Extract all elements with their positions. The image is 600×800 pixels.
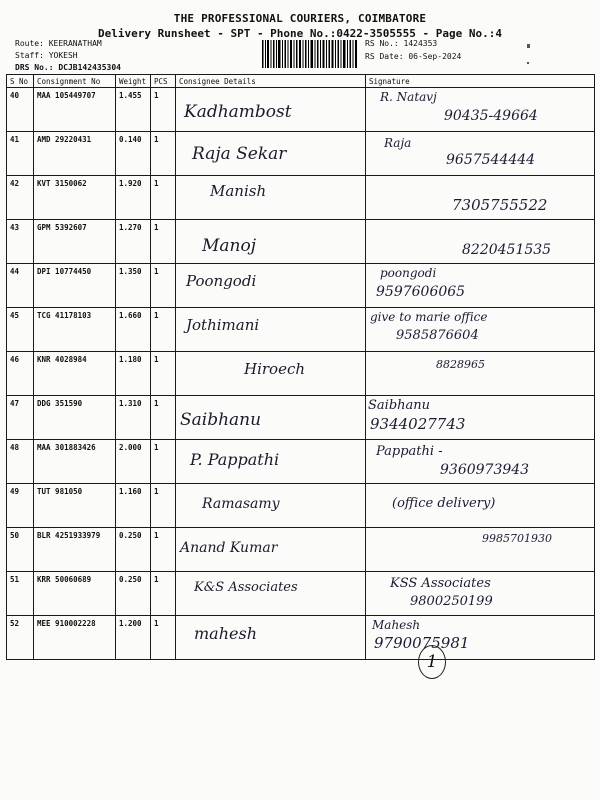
consignment-cell: TCG 41178103 xyxy=(34,308,116,352)
consignee-cell xyxy=(176,484,366,528)
weight-cell: 1.200 xyxy=(116,616,151,660)
consignment-cell: KNR 4028984 xyxy=(34,352,116,396)
weight-cell: 1.180 xyxy=(116,352,151,396)
pcs-cell: 1 xyxy=(151,220,176,264)
page-number-circle: 1 xyxy=(418,645,446,679)
consignee-cell xyxy=(176,88,366,132)
pcs-cell: 1 xyxy=(151,264,176,308)
consignment-cell: MAA 105449707 xyxy=(34,88,116,132)
weight-cell: 1.455 xyxy=(116,88,151,132)
signature-text: Saibhanu xyxy=(368,398,431,413)
runsheet-subtitle: Delivery Runsheet - SPT - Phone No.:0422-3505555 - Page No.:4 xyxy=(98,27,502,40)
signature-cell xyxy=(366,440,595,484)
consignee-name: K&S Associates xyxy=(194,580,298,595)
sno-cell: 51 xyxy=(7,572,34,616)
signature-text: 9985701930 xyxy=(482,532,552,545)
pcs-cell: 1 xyxy=(151,176,176,220)
signature-text: Raja xyxy=(384,136,412,150)
table-row xyxy=(7,88,595,132)
weight-cell: 0.250 xyxy=(116,528,151,572)
sno-cell: 47 xyxy=(7,396,34,440)
signature-phone: 90435-49664 xyxy=(444,108,538,124)
col-header-weight: Weight xyxy=(116,75,151,88)
consignee-name: Manish xyxy=(210,182,267,200)
signature-cell xyxy=(366,616,595,660)
consignee-name: P. Pappathi xyxy=(190,450,280,469)
consignment-cell: MEE 910002228 xyxy=(34,616,116,660)
pcs-cell: 1 xyxy=(151,484,176,528)
runsheet-table xyxy=(6,74,595,660)
signature-text: (office delivery) xyxy=(392,496,496,511)
sno-cell: 45 xyxy=(7,308,34,352)
consignee-name: Poongodi xyxy=(186,272,257,290)
consignee-name: Kadhambost xyxy=(184,102,292,122)
col-header-details: Consignee Details xyxy=(176,75,366,88)
consignee-cell xyxy=(176,132,366,176)
consignment-cell: DDG 351590 xyxy=(34,396,116,440)
staff-label: Staff: YOKESH xyxy=(15,51,78,60)
pcs-cell: 1 xyxy=(151,572,176,616)
consignment-cell: TUT 981050 xyxy=(34,484,116,528)
weight-cell: 0.140 xyxy=(116,132,151,176)
sno-cell: 49 xyxy=(7,484,34,528)
weight-cell: 1.350 xyxy=(116,264,151,308)
weight-cell: 1.270 xyxy=(116,220,151,264)
consignee-name: Manoj xyxy=(202,236,256,256)
consignee-cell xyxy=(176,572,366,616)
consignment-cell: MAA 301883426 xyxy=(34,440,116,484)
signature-cell xyxy=(366,264,595,308)
pcs-cell: 1 xyxy=(151,616,176,660)
consignee-cell xyxy=(176,308,366,352)
signature-text: KSS Associates xyxy=(390,576,491,591)
sno-cell: 40 xyxy=(7,88,34,132)
route-label: Route: KEERANATHAM xyxy=(15,39,102,48)
consignment-cell: KVT 3150062 xyxy=(34,176,116,220)
signature-phone: 8828965 xyxy=(436,358,485,371)
signature-phone: 9800250199 xyxy=(410,594,493,609)
consignee-cell xyxy=(176,616,366,660)
signature-cell xyxy=(366,528,595,572)
scan-mark xyxy=(527,44,530,48)
sno-cell: 46 xyxy=(7,352,34,396)
sno-cell: 41 xyxy=(7,132,34,176)
rs-date: RS Date: 06-Sep-2024 xyxy=(365,52,462,61)
consignee-cell xyxy=(176,264,366,308)
table-row xyxy=(7,396,595,440)
pcs-cell: 1 xyxy=(151,132,176,176)
consignee-cell xyxy=(176,440,366,484)
signature-cell xyxy=(366,396,595,440)
consignment-cell: GPM 5392607 xyxy=(34,220,116,264)
pcs-cell: 1 xyxy=(151,528,176,572)
signature-cell xyxy=(366,220,595,264)
table-row xyxy=(7,528,595,572)
pcs-cell: 1 xyxy=(151,308,176,352)
signature-cell xyxy=(366,308,595,352)
consignee-name: Raja Sekar xyxy=(192,144,287,164)
scan-dot xyxy=(527,62,529,64)
weight-cell: 1.310 xyxy=(116,396,151,440)
sno-cell: 50 xyxy=(7,528,34,572)
pcs-cell: 1 xyxy=(151,396,176,440)
signature-text: R. Natavj xyxy=(380,90,437,104)
signature-phone: 9344027743 xyxy=(370,415,466,433)
consignment-cell: DPI 10774450 xyxy=(34,264,116,308)
table-row xyxy=(7,484,595,528)
consignee-name: mahesh xyxy=(194,624,257,643)
consignment-cell: KRR 50060689 xyxy=(34,572,116,616)
signature-cell xyxy=(366,176,595,220)
sno-cell: 42 xyxy=(7,176,34,220)
signature-cell xyxy=(366,88,595,132)
weight-cell: 1.920 xyxy=(116,176,151,220)
signature-text: poongodi xyxy=(380,266,437,280)
signature-phone: 8220451535 xyxy=(462,242,552,258)
table-row xyxy=(7,440,595,484)
consignee-name: Hiroech xyxy=(244,360,306,378)
table-row xyxy=(7,264,595,308)
company-title: THE PROFESSIONAL COURIERS, COIMBATORE xyxy=(173,12,427,25)
signature-phone: 9790075981 xyxy=(374,634,470,652)
signature-phone: 9657544444 xyxy=(446,152,536,168)
consignee-name: Jothimani xyxy=(186,316,260,334)
table-row xyxy=(7,220,595,264)
weight-cell: 2.000 xyxy=(116,440,151,484)
sno-cell: 44 xyxy=(7,264,34,308)
consignee-name: Saibhanu xyxy=(180,410,262,430)
signature-cell xyxy=(366,132,595,176)
table-row xyxy=(7,572,595,616)
consignee-cell xyxy=(176,220,366,264)
table-row xyxy=(7,616,595,660)
signature-cell xyxy=(366,484,595,528)
table-row xyxy=(7,352,595,396)
consignee-cell xyxy=(176,352,366,396)
consignee-cell xyxy=(176,528,366,572)
signature-text: Mahesh xyxy=(372,618,421,632)
table-row xyxy=(7,308,595,352)
signature-phone: 9597606065 xyxy=(376,284,466,300)
sno-cell: 48 xyxy=(7,440,34,484)
weight-cell: 1.160 xyxy=(116,484,151,528)
drs-number: DRS No.: DCJB142435304 xyxy=(15,63,121,72)
sno-cell: 52 xyxy=(7,616,34,660)
barcode xyxy=(262,40,358,68)
pcs-cell: 1 xyxy=(151,88,176,132)
signature-text: Pappathi - xyxy=(376,444,443,459)
weight-cell: 0.250 xyxy=(116,572,151,616)
signature-cell xyxy=(366,572,595,616)
weight-cell: 1.660 xyxy=(116,308,151,352)
table-row xyxy=(7,132,595,176)
pcs-cell: 1 xyxy=(151,440,176,484)
col-header-consignment: Consignment No xyxy=(34,75,116,88)
consignment-cell: BLR 4251933979 xyxy=(34,528,116,572)
col-header-pcs: PCS xyxy=(151,75,176,88)
consignee-name: Anand Kumar xyxy=(180,540,278,556)
consignee-cell xyxy=(176,396,366,440)
rs-number: RS No.: 1424353 xyxy=(365,39,438,48)
consignee-cell xyxy=(176,176,366,220)
signature-phone: 7305755522 xyxy=(452,196,548,214)
signature-phone: 9360973943 xyxy=(440,462,530,478)
sno-cell: 43 xyxy=(7,220,34,264)
col-header-sno: S No xyxy=(7,75,34,88)
consignee-name: Ramasamy xyxy=(202,496,280,512)
signature-cell xyxy=(366,352,595,396)
signature-phone: 9585876604 xyxy=(396,328,479,343)
table-row xyxy=(7,176,595,220)
table-header-row xyxy=(7,75,595,88)
pcs-cell: 1 xyxy=(151,352,176,396)
signature-text: give to marie office xyxy=(370,310,488,324)
col-header-signature: Signature xyxy=(366,75,595,88)
consignment-cell: AMD 29220431 xyxy=(34,132,116,176)
